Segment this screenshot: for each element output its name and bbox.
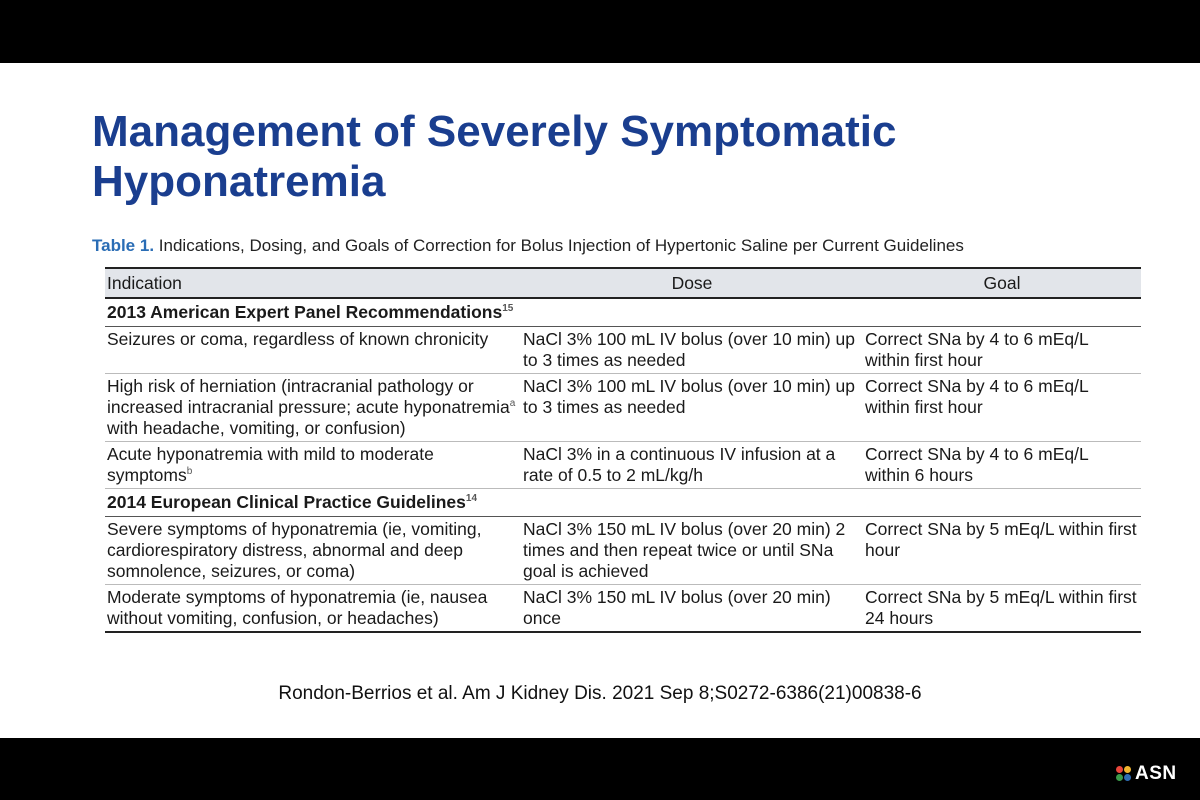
cell-indication-text: High risk of herniation (intracranial pathology or increased intracranial pressure; acute hyponatremia — [107, 376, 510, 417]
section-title — [105, 298, 1141, 327]
section-reference: 15 — [502, 303, 514, 315]
section-row — [105, 489, 1141, 517]
asn-logo-icon — [1116, 766, 1132, 782]
asn-logo-text: ASN — [1135, 763, 1177, 784]
cell-indication — [105, 442, 521, 489]
table-header-row — [105, 268, 1141, 298]
footnote-marker: b — [186, 466, 193, 478]
cell-indication: Seizures or coma, regardless of known chronicity — [105, 327, 521, 374]
cell-dose: NaCl 3% 150 mL IV bolus (over 20 min) once — [521, 585, 863, 633]
logo-dot-blue — [1124, 774, 1131, 781]
slide — [0, 63, 1200, 738]
logo-dot-yellow — [1124, 766, 1131, 773]
table-caption-text: Indications, Dosing, and Goals of Correction for Bolus Injection of Hypertonic Saline per Current Guidelines — [158, 236, 964, 255]
cell-goal: Correct SNa by 4 to 6 mEq/L within 6 hours — [863, 442, 1141, 489]
logo-dot-red — [1116, 766, 1123, 773]
section-row — [105, 298, 1141, 327]
cell-indication: Moderate symptoms of hyponatremia (ie, nausea without vomiting, confusion, or headaches) — [105, 585, 521, 633]
cell-dose: NaCl 3% 100 mL IV bolus (over 10 min) up to 3 times as needed — [521, 327, 863, 374]
table-caption — [92, 236, 964, 256]
logo-dot-green — [1116, 774, 1123, 781]
table-row — [105, 327, 1141, 374]
cell-goal: Correct SNa by 5 mEq/L within first hour — [863, 517, 1141, 585]
cell-indication: Severe symptoms of hyponatremia (ie, vomiting, cardiorespiratory distress, abnormal and deep somnolence, seizures, or coma) — [105, 517, 521, 585]
guidelines-table — [105, 267, 1141, 633]
table-row — [105, 585, 1141, 633]
cell-dose: NaCl 3% 100 mL IV bolus (over 10 min) up to 3 times as needed — [521, 374, 863, 442]
cell-goal: Correct SNa by 4 to 6 mEq/L within first hour — [863, 374, 1141, 442]
section-reference: 14 — [465, 493, 478, 505]
section-title-text: 2013 American Expert Panel Recommendations — [107, 302, 503, 322]
slide-title: Management of Severely Symptomatic Hyponatremia — [92, 107, 897, 206]
table-row — [105, 442, 1141, 489]
footnote-marker: a — [509, 398, 516, 410]
table-row — [105, 517, 1141, 585]
asn-logo — [1116, 763, 1177, 785]
header-dose: Dose — [521, 268, 863, 298]
section-title-text: 2014 European Clinical Practice Guidelines — [107, 492, 466, 512]
cell-goal: Correct SNa by 4 to 6 mEq/L within first hour — [863, 327, 1141, 374]
cell-dose: NaCl 3% 150 mL IV bolus (over 20 min) 2 times and then repeat twice or until SNa goal is achieved — [521, 517, 863, 585]
table-caption-label: Table 1. — [92, 236, 155, 255]
citation: Rondon-Berrios et al. Am J Kidney Dis. 2021 Sep 8;S0272-6386(21)00838-6 — [278, 683, 922, 704]
header-indication: Indication — [105, 268, 521, 298]
cell-indication-text-cont: with headache, vomiting, or confusion) — [107, 418, 406, 438]
cell-indication — [105, 374, 521, 442]
header-goal: Goal — [863, 268, 1141, 298]
table-row — [105, 374, 1141, 442]
cell-indication-text: Acute hyponatremia with mild to moderate symptoms — [107, 444, 434, 485]
section-title — [105, 489, 1141, 517]
cell-dose: NaCl 3% in a continuous IV infusion at a rate of 0.5 to 2 mL/kg/h — [521, 442, 863, 489]
cell-goal: Correct SNa by 5 mEq/L within first 24 hours — [863, 585, 1141, 633]
